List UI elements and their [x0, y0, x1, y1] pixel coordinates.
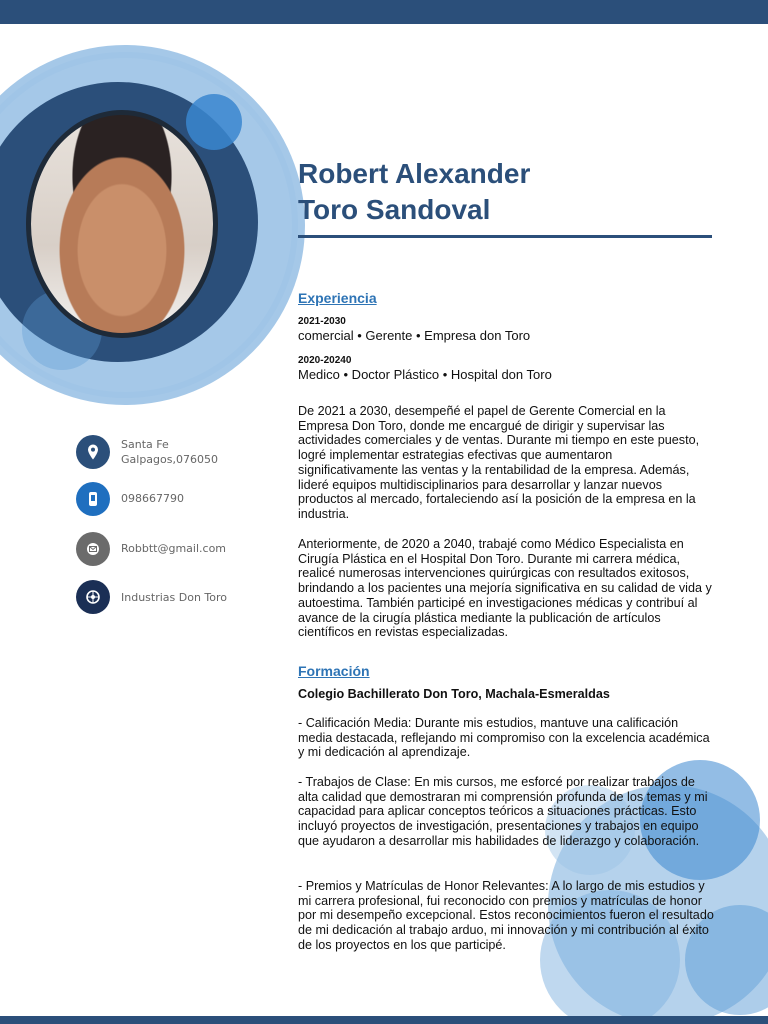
- experience-entry: [298, 315, 718, 344]
- bottom-bar: [0, 1016, 768, 1024]
- name-line-1: Robert Alexander: [298, 158, 531, 189]
- email-address[interactable]: Robbtt@gmail.com: [121, 542, 227, 555]
- experience-entry: [298, 354, 718, 383]
- contact-company: [76, 580, 276, 616]
- profile-photo: [26, 110, 218, 338]
- phone-number[interactable]: 098667790: [121, 492, 184, 505]
- company-icon: [76, 580, 110, 614]
- company-name: Industrias Don Toro: [121, 591, 228, 604]
- education-paragraph: - Trabajos de Clase: En mis cursos, me esforcé por realizar trabajos de alta calidad que demostraran mi comprensión profunda de los temas y mi capacidad para aplicar conceptos teóricos a situaciones prácticas. Esto incluyó proyectos de investigación, presentaciones y trabajos en equipo que ayudaron a desarrollar mis habilidades de liderazgo y colaboración.: [298, 775, 708, 848]
- address-line-2: Galpagos,076050: [121, 453, 218, 466]
- experience-paragraph: Anteriormente, de 2020 a 2040, trabajé como Médico Especialista en Cirugía Plástica en el Hospital Don Toro. Durante mi carrera médica, realicé numerosas intervenciones quirúrgicas con resultados exitosos, brindando a los pacientes una mejoría significativa en su calidad de vida y autoestima. También participé en investigaciones médicas y contribuí al avance de la cirugía plástica mediante la publicación de artículos científicos en revistas especializadas.: [298, 537, 712, 640]
- experience-role: Medico • Doctor Plástico • Hospital don Toro: [298, 367, 552, 382]
- name-line-2: Toro Sandoval: [298, 194, 491, 225]
- education-paragraph: - Calificación Media: Durante mis estudios, mantuve una calificación media destacada, reflejando mi compromiso con la excelencia académica y mi dedicación al aprendizaje.: [298, 716, 710, 760]
- experience-heading: Experiencia: [298, 290, 377, 306]
- address-line-1: Santa Fe: [121, 438, 169, 451]
- contact-address: [76, 435, 276, 471]
- email-icon: [76, 532, 110, 566]
- education-heading: Formación: [298, 663, 370, 679]
- education-school: Colegio Bachillerato Don Toro, Machala-Esmeraldas: [298, 687, 610, 701]
- education-paragraph: - Premios y Matrículas de Honor Relevantes: A lo largo de mis estudios y mi carrera profesional, fui reconocido con premios y matrículas de honor por mi desempeño excepcional. Estos reconocimientos fueron el resultado de mi dedicación al trabajo arduo, mi innovación y mi contribución al éxito de los proyectos en los que participé.: [298, 879, 714, 952]
- experience-years: 2020-20240: [298, 355, 352, 366]
- experience-paragraph: De 2021 a 2030, desempeñé el papel de Gerente Comercial en la Empresa Don Toro, donde me encargué de dirigir y supervisar las actividades comerciales y de ventas. Durante mi tiempo en este puesto, logré implementar estrategias efectivas que aumentaron significativamente las ventas y la rentabilidad de la empresa. Además, lideré equipos multidisciplinarios para desarrollar y lanzar nuevos productos al mercado, fortaleciendo así la posición de la empresa en la industria.: [298, 404, 700, 521]
- experience-role: comercial • Gerente • Empresa don Toro: [298, 328, 531, 343]
- contact-email: [76, 532, 276, 568]
- experience-years: 2021-2030: [298, 316, 346, 327]
- phone-icon: [76, 482, 110, 516]
- candidate-name: [298, 156, 718, 228]
- name-divider: [298, 235, 712, 238]
- location-pin-icon: [76, 435, 110, 469]
- contact-phone: [76, 482, 276, 518]
